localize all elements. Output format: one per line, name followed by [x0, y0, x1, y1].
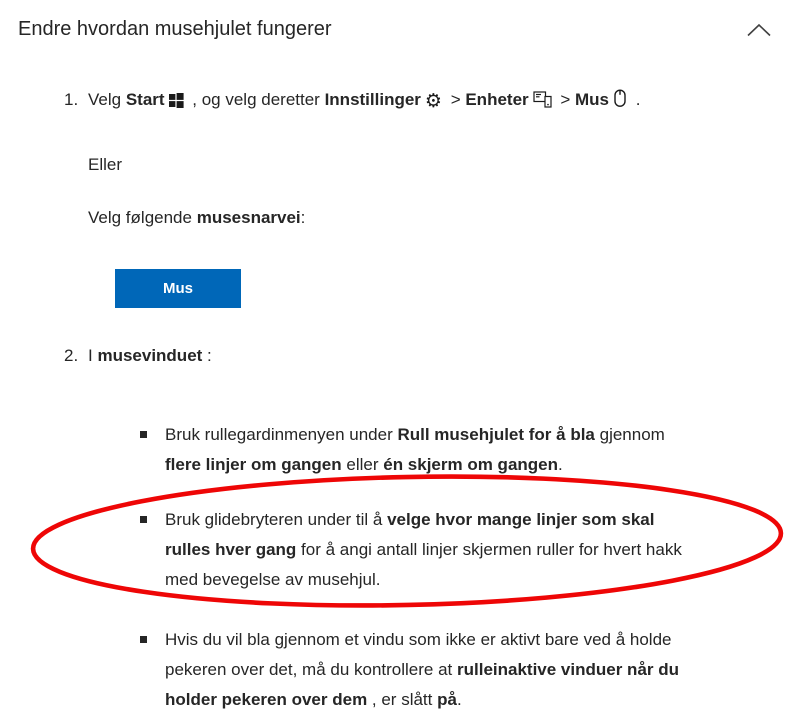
bullet-text: Bruk rullegardinmenyen under Rull musehjulet for å bla gjennom flere linjer om gangen eller én skjerm om gangen. — [165, 425, 665, 474]
step-2-heading: I musevinduet : — [88, 346, 212, 365]
bullet-list — [88, 420, 804, 715]
chevron-up-icon[interactable] — [746, 22, 772, 43]
step-2-number: 2. — [64, 346, 79, 365]
bullet-square-icon — [140, 516, 147, 523]
bullet-item-slider-circled — [140, 505, 804, 595]
devices-icon — [533, 91, 552, 108]
accordion-header[interactable] — [0, 0, 804, 43]
step-1 — [64, 89, 804, 308]
bullet-item-scroll-menu — [140, 420, 804, 480]
mus-shortcut-button[interactable]: Mus — [115, 269, 241, 308]
step-2 — [64, 345, 804, 715]
shortcut-label: Velg følgende musesnarvei: — [88, 208, 306, 227]
section-title: Endre hvordan musehjulet fungerer — [18, 18, 332, 40]
bullet-item-inactive-windows — [140, 625, 804, 715]
instruction-list — [0, 89, 804, 715]
step-1-text: Velg Start , og velg deretter Innstillinger ⚙ > Enheter > Mus . — [88, 90, 641, 112]
step-1-number: 1. — [64, 90, 79, 109]
bullet-square-icon — [140, 636, 147, 643]
windows-icon — [169, 93, 184, 108]
bullet-square-icon — [140, 431, 147, 438]
bullet-text: Bruk glidebryteren under til å velge hvor mange linjer som skal rulles hver gang for å angi antall linjer skjermen ruller for hvert hakk med bevegelse av musehjul. — [165, 510, 682, 589]
mouse-icon — [613, 89, 627, 108]
bullet-text: Hvis du vil bla gjennom et vindu som ikke er aktivt bare ved å holde pekeren over det, må du kontrollere at rulleinaktive vinduer når du holder pekeren over dem , er slått på. — [165, 630, 680, 709]
or-text: Eller — [88, 155, 123, 174]
